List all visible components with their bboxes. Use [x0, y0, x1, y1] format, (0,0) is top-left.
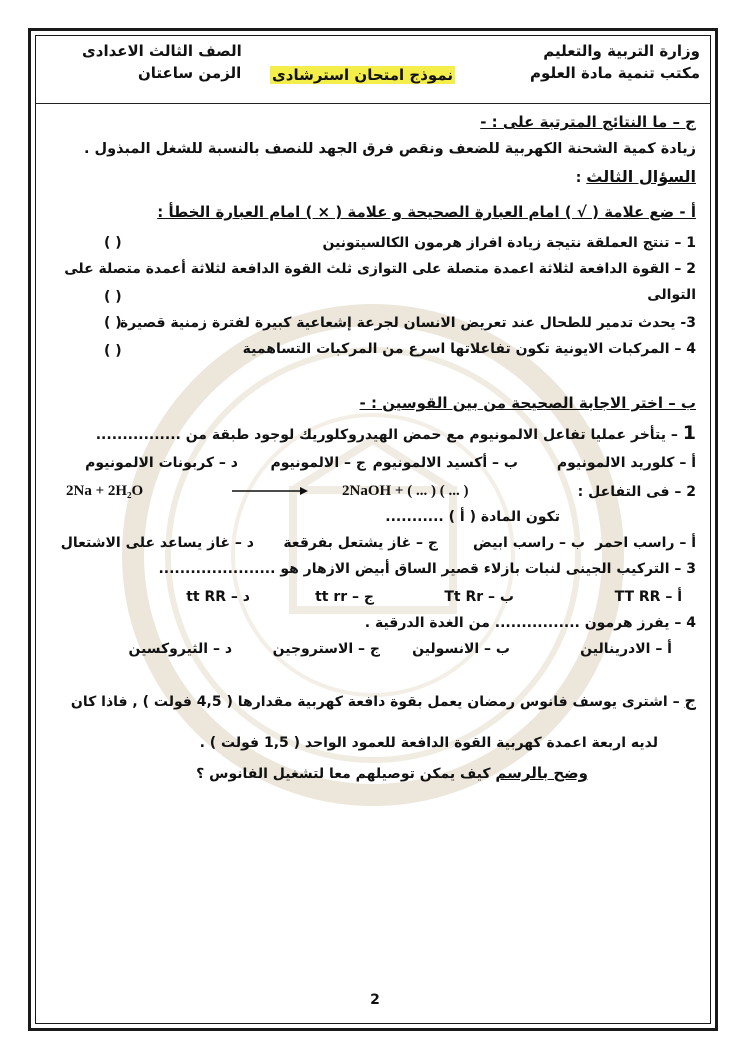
equation-reactants: 2Na + 2H₂O [66, 483, 144, 499]
tf-item-3: 3- يحدث تدمير للطحال عند تعريض الانسان لجرعة إشعاعية كبيرة لفترة زمنية قصيرة [119, 315, 696, 331]
mc-1-option-c[interactable]: ج – الالمونيوم [270, 455, 366, 471]
mc-3-option-c[interactable]: ج – tt rr [315, 589, 374, 605]
office-name: مكتب تنمية مادة العلوم [530, 64, 700, 82]
tf-item-2: 2 – القوة الدافعة لثلاثة اعمدة متصلة على التوازى ثلث القوة الدافعة لثلاثة أعمدة متصلة على [64, 261, 696, 277]
part-a-title: أ - ضع علامة ( √ ) امام العبارة الصحيحة و علامة ( × ) امام العبارة الخطأ : [157, 203, 696, 221]
reaction-arrow-icon [230, 484, 310, 498]
mc-4-text: 4 – يفرز هرمون ................ من الغدة الدرقية . [364, 615, 696, 631]
mc-1-text: – يتأخر عمليا تفاعل الالمونيوم مع حمض الهيدروكلوريك لوجود طبقة من ................ [95, 427, 678, 443]
tf-blank-3[interactable]: ( ) [104, 315, 122, 331]
mc-3-text: 3 – التركيب الجينى لنبات بازلاء قصير الساق أبيض الازهار هو ...................... [158, 561, 696, 577]
tf-blank-1[interactable]: ( ) [104, 235, 122, 251]
tf-item-4: 4 – المركبات الايونية تكون تفاعلاتها اسرع من المركبات التساهمية [242, 341, 696, 357]
question-3-colon: : [575, 170, 582, 186]
ministry-name: وزارة التربية والتعليم [543, 42, 700, 60]
part-c-line-1 [71, 692, 696, 711]
question-3-heading [576, 168, 696, 187]
mc-2-option-a[interactable]: أ – راسب احمر [595, 535, 696, 551]
mc-2-option-b[interactable]: ب – راسب ابيض [472, 535, 585, 551]
part-c-text-1: – اشترى يوسف فانوس رمضان يعمل بقوة دافعة كهربية مقدارها ( 4,5 فولت ) , فاذا كان [70, 694, 680, 710]
mc-4-option-a[interactable]: أ – الادرينالين [580, 641, 672, 657]
part-b-title: ب – اختر الاجابة الصحيحة من بين القوسين : - [359, 394, 696, 412]
mc-1-number: 1 [682, 422, 696, 444]
part-c-line-3 [196, 764, 588, 783]
tf-item-1: 1 – تنتج العملقة نتيجة زيادة افراز هرمون الكالسيتونين [322, 235, 696, 251]
section-c-title: ج – ما النتائج المترتبة على : - [480, 113, 696, 131]
page-number: 2 [370, 992, 380, 1008]
mc-2-text: 2 – فى التفاعل : [577, 484, 696, 500]
mc-3-option-a[interactable]: أ – TT RR [614, 589, 682, 605]
mc-1-option-d[interactable]: د – كربونات الالمونيوم [85, 455, 238, 471]
section-c-answer: زيادة كمية الشحنة الكهربية للضعف ونقص فرق الجهد للنصف بالنسبة للشغل المبذول . [83, 141, 696, 157]
part-c-label: ج [684, 691, 696, 710]
mc-4-option-c[interactable]: ج – الاستروجين [272, 641, 380, 657]
tf-blank-2[interactable]: ( ) [104, 289, 122, 305]
exam-title: نموذج امتحان استرشادى [272, 66, 454, 84]
header-divider [35, 103, 711, 104]
mc-2-option-d[interactable]: د – غاز يساعد على الاشتعال [60, 535, 254, 551]
tf-blank-4[interactable]: ( ) [104, 343, 122, 359]
mc-4-option-d[interactable]: د – الثيروكسين [128, 641, 232, 657]
tf-item-2-cont: التوالى [647, 287, 696, 303]
part-c-line-2: لديه اربعة اعمدة كهربية القوة الدافعة للعمود الواحد ( 1,5 فولت ) . [199, 735, 658, 751]
part-c-text-3: كيف يمكن توصيلهم معا لتشغيل الفانوس ؟ [196, 766, 491, 782]
time-label: الزمن ساعتان [138, 64, 242, 82]
mc-2-option-c[interactable]: ج – غاز يشتعل بفرقعة [283, 535, 438, 551]
mc-2-line2: تكون المادة ( أ ) ........... [385, 509, 560, 525]
equation-products: 2NaOH + ( ... ) ( ... ) [342, 483, 469, 499]
mc-question-1 [96, 424, 696, 444]
question-3-title: السؤال الثالث [586, 167, 696, 186]
mc-3-option-d[interactable]: د – tt RR [186, 589, 250, 605]
mc-1-option-a[interactable]: أ – كلوريد الالمونيوم [556, 455, 696, 471]
mc-1-option-b[interactable]: ب – أكسيد الالمونيوم [372, 455, 518, 471]
mc-3-option-b[interactable]: ب – Tt Rr [444, 589, 514, 605]
draw-instruction: وضح بالرسم [495, 764, 588, 782]
grade-label: الصف الثالث الاعدادى [82, 42, 242, 60]
mc-4-option-b[interactable]: ب – الانسولين [412, 641, 510, 657]
